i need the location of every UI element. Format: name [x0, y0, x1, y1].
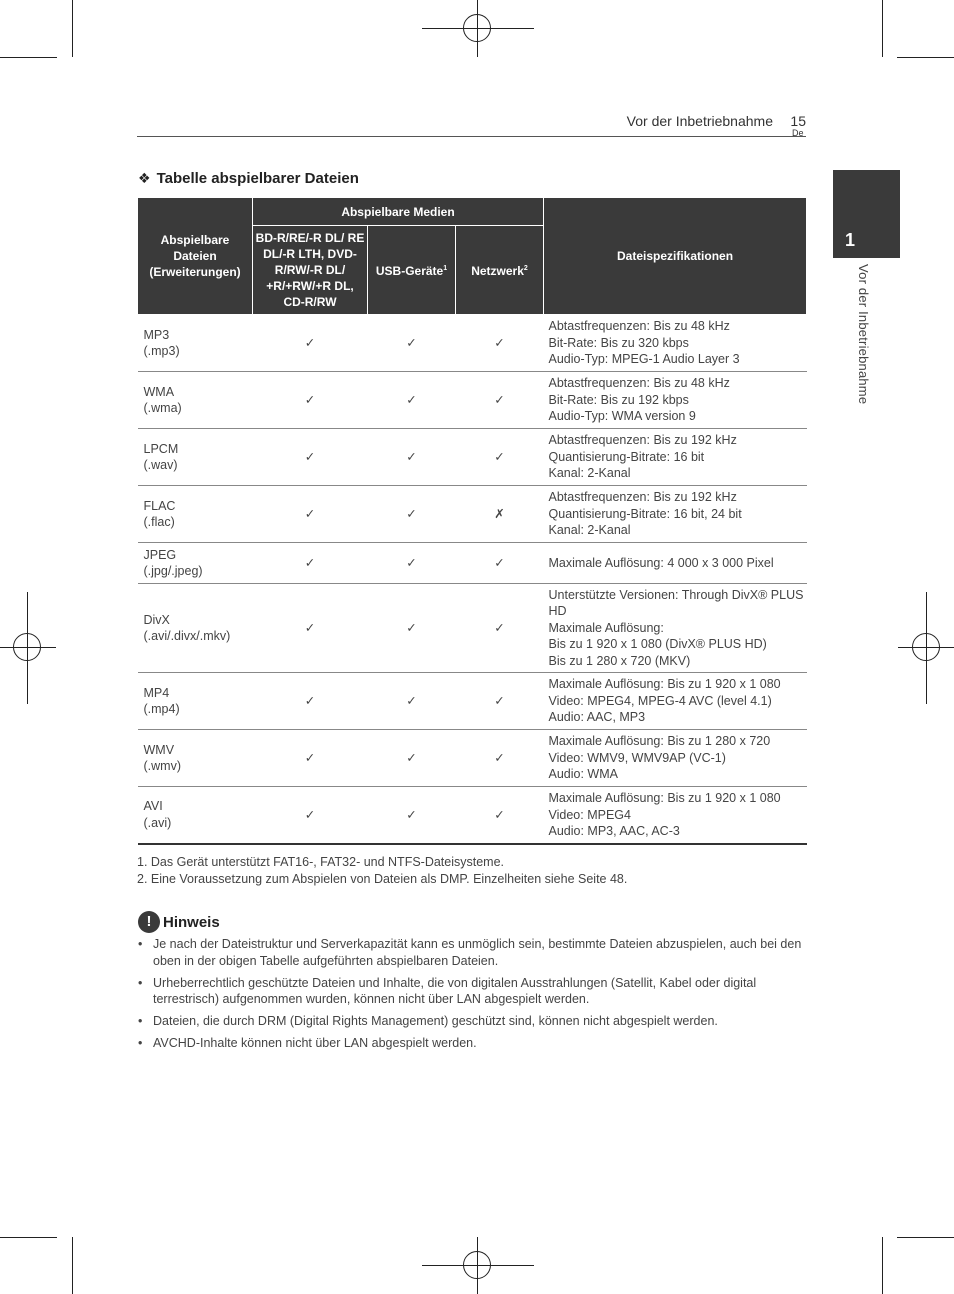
section-title-text: Tabelle abspielbarer Dateien — [156, 170, 359, 187]
spec-cell — [544, 787, 807, 844]
usb-support-mark: ✓ — [368, 787, 456, 844]
format-name: WMA — [143, 384, 175, 399]
usb-support-mark: ✓ — [368, 429, 456, 486]
format-cell — [138, 673, 253, 730]
spec-cell — [544, 673, 807, 730]
page-number: 15 — [790, 113, 806, 129]
header-title: Vor der Inbetriebnahme — [626, 113, 773, 129]
footnote-ref: 2 — [523, 265, 528, 272]
footnote-ref: 1 — [443, 265, 448, 272]
spec-line: Audio-Typ: MPEG-1 Audio Layer 3 — [548, 352, 740, 367]
format-extension: (.jpg/.jpeg) — [143, 564, 203, 578]
note-heading — [138, 911, 220, 933]
format-name: LPCM — [143, 441, 179, 456]
format-name: JPEG — [143, 547, 177, 562]
header-usb-label: USB-Geräte — [375, 264, 444, 278]
disc-support-mark: ✓ — [253, 315, 368, 372]
usb-support-mark: ✓ — [368, 543, 456, 584]
spec-line: Video: MPEG4 — [548, 807, 631, 822]
header-media: Abspielbare Medien — [253, 198, 544, 226]
spec-cell — [544, 584, 807, 673]
disc-support-mark: ✓ — [253, 584, 368, 673]
chapter-label: Vor der Inbetriebnahme — [856, 264, 871, 405]
network-support-mark: ✓ — [456, 584, 544, 673]
table-row — [138, 315, 807, 372]
registration-mark — [13, 633, 41, 661]
format-extension: (.mp3) — [143, 344, 180, 358]
format-cell — [138, 315, 253, 372]
registration-mark — [912, 633, 940, 661]
format-extension: (.avi) — [143, 815, 172, 830]
format-name: DivX — [143, 612, 170, 627]
crop-mark — [897, 1237, 954, 1238]
usb-support-mark: ✓ — [368, 372, 456, 429]
format-cell — [138, 584, 253, 673]
table-row — [138, 673, 807, 730]
format-extension: (.wma) — [143, 401, 182, 415]
table-row — [138, 429, 807, 486]
note-title: Hinweis — [163, 913, 220, 931]
spec-cell — [544, 543, 807, 584]
section-title — [138, 170, 359, 187]
chapter-tab — [833, 170, 900, 258]
format-cell — [138, 429, 253, 486]
table-row — [138, 486, 807, 543]
header-files: Abspielbare Dateien (Erweiterungen) — [138, 198, 253, 315]
spec-line: Abtastfrequenzen: Bis zu 192 kHz — [548, 490, 737, 505]
disc-support-mark: ✓ — [253, 673, 368, 730]
footnote: 2. Eine Voraussetzung zum Abspielen von Dateien als DMP. Einzelheiten siehe Seite 48. — [137, 871, 628, 886]
footnote: 1. Das Gerät unterstützt FAT16-, FAT32- und NTFS-Dateisysteme. — [137, 855, 505, 869]
spec-line: Maximale Auflösung: Bis zu 1 920 x 1 080 — [548, 791, 781, 806]
network-support-mark: ✗ — [456, 486, 544, 543]
disc-support-mark: ✓ — [253, 787, 368, 844]
spec-line: Maximale Auflösung: — [548, 620, 664, 635]
bullet-icon: • — [138, 975, 143, 990]
spec-line: Unterstützte Versionen: Through DivX® PLUS HD — [548, 587, 804, 619]
crop-mark — [882, 1237, 883, 1294]
list-item: • AVCHD-Inhalte können nicht über LAN abgespielt werden. — [138, 1036, 477, 1050]
table-row — [138, 372, 807, 429]
header-usb — [368, 226, 456, 315]
spec-line: Audio: WMA — [548, 767, 618, 782]
format-name: MP4 — [143, 685, 170, 700]
format-cell — [138, 486, 253, 543]
format-name: WMV — [143, 742, 175, 757]
usb-support-mark: ✓ — [368, 486, 456, 543]
usb-support-mark: ✓ — [368, 315, 456, 372]
format-extension: (.flac) — [143, 515, 175, 529]
playable-files-table — [137, 197, 807, 845]
table-row — [138, 584, 807, 673]
spec-line: Abtastfrequenzen: Bis zu 192 kHz — [548, 433, 737, 448]
spec-line: Bit-Rate: Bis zu 320 kbps — [548, 335, 689, 350]
usb-support-mark: ✓ — [368, 584, 456, 673]
table-row — [138, 730, 807, 787]
header-network — [456, 226, 544, 315]
format-cell — [138, 543, 253, 584]
spec-line: Abtastfrequenzen: Bis zu 48 kHz — [548, 376, 730, 391]
format-extension: (.mp4) — [143, 702, 180, 716]
spec-cell — [544, 372, 807, 429]
spec-line: Bis zu 1 920 x 1 080 (DivX® PLUS HD) — [548, 637, 767, 652]
spec-line: Maximale Auflösung: 4 000 x 3 000 Pixel — [548, 555, 774, 570]
spec-line: Bis zu 1 280 x 720 (MKV) — [548, 653, 691, 668]
disc-support-mark: ✓ — [253, 730, 368, 787]
crop-mark — [0, 57, 57, 58]
network-support-mark: ✓ — [456, 730, 544, 787]
format-cell — [138, 787, 253, 844]
spec-line: Abtastfrequenzen: Bis zu 48 kHz — [548, 319, 730, 334]
header-network-label: Netzwerk — [471, 264, 524, 278]
crop-mark — [882, 0, 883, 57]
registration-mark — [463, 14, 491, 42]
page-header — [137, 112, 806, 137]
language-code: De — [792, 128, 804, 138]
network-support-mark: ✓ — [456, 429, 544, 486]
spec-cell — [544, 730, 807, 787]
list-item: • Urheberrechtlich geschützte Dateien und Inhalte, die von digitalen Ausstrahlungen (Satellit, Kabel oder digital terrestrisch) aufgenommen wurden, können nicht über LAN abgespielt werden. — [138, 975, 757, 1006]
format-name: AVI — [143, 799, 163, 814]
format-cell — [138, 372, 253, 429]
spec-line: Maximale Auflösung: Bis zu 1 920 x 1 080 — [548, 677, 781, 692]
format-extension: (.wav) — [143, 458, 178, 472]
spec-line: Quantisierung-Bitrate: 16 bit, 24 bit — [548, 506, 742, 521]
bullet-icon: • — [138, 1014, 143, 1028]
table-row — [138, 543, 807, 584]
spec-line: Audio: MP3, AAC, AC-3 — [548, 823, 680, 838]
chapter-number: 1 — [845, 230, 856, 250]
spec-line: Quantisierung-Bitrate: 16 bit — [548, 449, 705, 464]
spec-line: Video: MPEG4, MPEG-4 AVC (level 4.1) — [548, 693, 772, 708]
crop-mark — [897, 57, 954, 58]
bullet-icon: • — [138, 1036, 143, 1050]
spec-line: Bit-Rate: Bis zu 192 kbps — [548, 392, 689, 407]
spec-line: Video: WMV9, WMV9AP (VC-1) — [548, 750, 726, 765]
spec-cell — [544, 429, 807, 486]
network-support-mark: ✓ — [456, 673, 544, 730]
disc-support-mark: ✓ — [253, 486, 368, 543]
crop-mark — [72, 0, 73, 57]
format-extension: (.avi/.divx/.mkv) — [143, 629, 231, 643]
spec-line: Maximale Auflösung: Bis zu 1 280 x 720 — [548, 734, 771, 749]
network-support-mark: ✓ — [456, 543, 544, 584]
disc-support-mark: ✓ — [253, 372, 368, 429]
spec-line: Audio: AAC, MP3 — [548, 710, 646, 725]
format-name: FLAC — [143, 498, 176, 513]
format-cell — [138, 730, 253, 787]
disc-support-mark: ✓ — [253, 543, 368, 584]
diamond-bullet-icon: ❖ — [138, 170, 151, 186]
format-extension: (.wmv) — [143, 759, 181, 773]
spec-line: Audio-Typ: WMA version 9 — [548, 409, 696, 424]
header-specs: Dateispezifikationen — [544, 198, 807, 315]
note-list — [137, 936, 807, 1057]
crop-mark — [0, 1237, 57, 1238]
network-support-mark: ✓ — [456, 315, 544, 372]
usb-support-mark: ✓ — [368, 673, 456, 730]
spec-cell — [544, 486, 807, 543]
exclamation-icon: ! — [138, 911, 160, 933]
bullet-icon: • — [138, 937, 143, 951]
footnotes — [137, 854, 627, 887]
spec-line: Kanal: 2-Kanal — [548, 523, 631, 538]
disc-support-mark: ✓ — [253, 429, 368, 486]
list-item: • Je nach der Dateistruktur und Serverkapazität kann es unmöglich sein, bestimmte Dateien abzuspielen, auch bei den oben in der obigen Tabelle aufgeführten abspielbaren Dateien. — [138, 937, 802, 968]
network-support-mark: ✓ — [456, 372, 544, 429]
registration-mark — [463, 1251, 491, 1279]
list-item: • Dateien, die durch DRM (Digital Rights Management) geschützt sind, können nicht abgespielt werden. — [138, 1014, 718, 1028]
table-row — [138, 787, 807, 844]
network-support-mark: ✓ — [456, 787, 544, 844]
crop-mark — [72, 1237, 73, 1294]
spec-line: Kanal: 2-Kanal — [548, 466, 631, 481]
spec-cell — [544, 315, 807, 372]
format-name: MP3 — [143, 327, 170, 342]
header-disc: BD-R/RE/-R DL/ RE DL/-R LTH, DVD-R/RW/-R DL/ +R/+RW/+R DL, CD-R/RW — [253, 226, 368, 315]
usb-support-mark: ✓ — [368, 730, 456, 787]
